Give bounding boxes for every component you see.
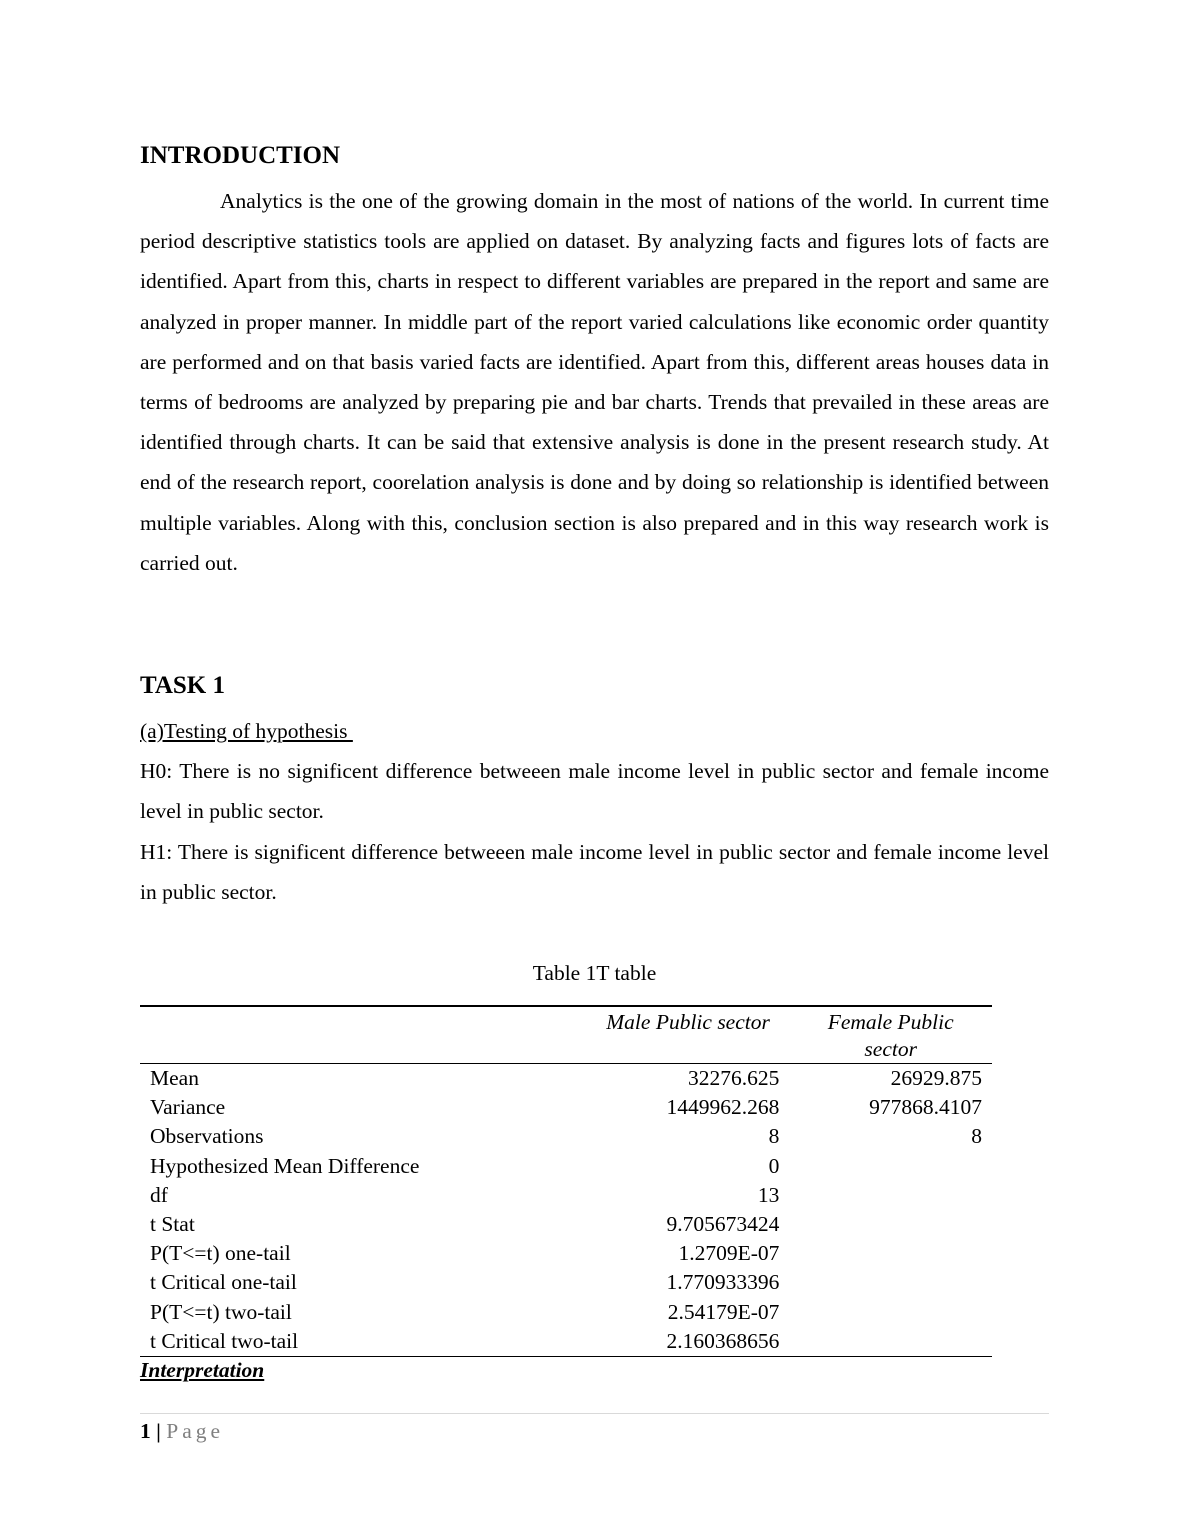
table-row xyxy=(140,1268,992,1297)
male-value: 32276.625 xyxy=(688,1066,780,1090)
male-value: 2.54179E-07 xyxy=(667,1299,780,1324)
female-value xyxy=(789,1298,992,1327)
row-label: P(T<=t) one-tail xyxy=(150,1241,291,1266)
table-header-row xyxy=(140,1006,992,1064)
page-label: Page xyxy=(166,1419,225,1443)
male-value: 9.705673424 xyxy=(666,1212,780,1237)
table-row xyxy=(140,1298,992,1327)
female-value xyxy=(789,1268,992,1297)
table-row xyxy=(140,1181,992,1210)
male-value: 1.770933396 xyxy=(666,1270,780,1295)
table-caption: Table 1T table xyxy=(532,961,657,985)
table-row xyxy=(140,1152,992,1181)
female-value: 8 xyxy=(971,1124,982,1149)
header-cell-female: Female Public sector xyxy=(789,1006,992,1064)
page-footer xyxy=(140,1417,224,1445)
row-label: t Critical two-tail xyxy=(140,1327,587,1357)
t-test-table xyxy=(140,1005,992,1357)
header-cell-empty xyxy=(140,1006,587,1064)
row-label: Observations xyxy=(150,1124,264,1149)
table-row xyxy=(140,1327,992,1357)
row-label: t Stat xyxy=(150,1212,195,1237)
hypothesis-subheading: (a)Testing of hypothesis xyxy=(140,719,353,743)
table-row xyxy=(140,1064,992,1094)
row-label: P(T<=t) two-tail xyxy=(150,1299,292,1324)
row-label: t Critical one-tail xyxy=(150,1270,297,1295)
null-hypothesis: H0: There is no significent difference betweeen male income level in public sector and female income level in public sector. xyxy=(140,759,1049,824)
female-value xyxy=(789,1239,992,1268)
male-value: 13 xyxy=(757,1182,780,1207)
alternative-hypothesis: H1: There is significent difference betweeen male income level in public sector and female income level in public sector. xyxy=(140,840,1049,905)
task-heading: TASK 1 xyxy=(140,672,225,699)
footer-separator: | xyxy=(156,1419,161,1443)
table-row xyxy=(140,1239,992,1268)
male-value: 2.160368656 xyxy=(587,1327,790,1357)
female-value: 977868.4107 xyxy=(869,1095,982,1120)
female-value xyxy=(789,1152,992,1181)
female-value xyxy=(789,1210,992,1239)
row-label: df xyxy=(150,1182,168,1207)
introduction-heading: INTRODUCTION xyxy=(140,142,341,169)
table-row xyxy=(140,1210,992,1239)
table-row xyxy=(140,1122,992,1151)
introduction-paragraph: Analytics is the one of the growing domain in the most of nations of the world. In current time period descriptive statistics tools are applied on dataset. By analyzing facts and figures lots of facts are identified. Apart from this, charts in respect to different variables are prepared in the report and same are analyzed in proper manner. In middle part of the report varied calculations like economic order quantity are performed and on that basis varied facts are identified. Apart from this, different areas houses data in terms of bedrooms are analyzed by preparing pie and bar charts. Trends that prevailed in these areas are identified through charts. It can be said that extensive analysis is done in the present research study. At end of the research report, coorelation analysis is done and by doing so relationship is identified between multiple variables. Along with this, conclusion section is also prepared and in this way research work is carried out. xyxy=(140,189,1049,575)
table-row xyxy=(140,1093,992,1122)
female-value xyxy=(789,1327,992,1357)
male-value: 0 xyxy=(768,1153,780,1178)
male-value: 1449962.268 xyxy=(666,1095,780,1120)
female-value xyxy=(789,1181,992,1210)
interpretation-heading: Interpretation xyxy=(140,1358,265,1382)
male-value: 8 xyxy=(768,1124,780,1149)
row-label: Hypothesized Mean Difference xyxy=(150,1153,420,1178)
page-number: 1 xyxy=(140,1419,151,1443)
row-label: Mean xyxy=(150,1066,199,1090)
male-value: 1.2709E-07 xyxy=(678,1241,780,1266)
header-cell-male: Male Public sector xyxy=(587,1006,790,1064)
footer-divider xyxy=(140,1413,1049,1414)
female-value: 26929.875 xyxy=(890,1066,982,1090)
row-label: Variance xyxy=(150,1095,226,1120)
